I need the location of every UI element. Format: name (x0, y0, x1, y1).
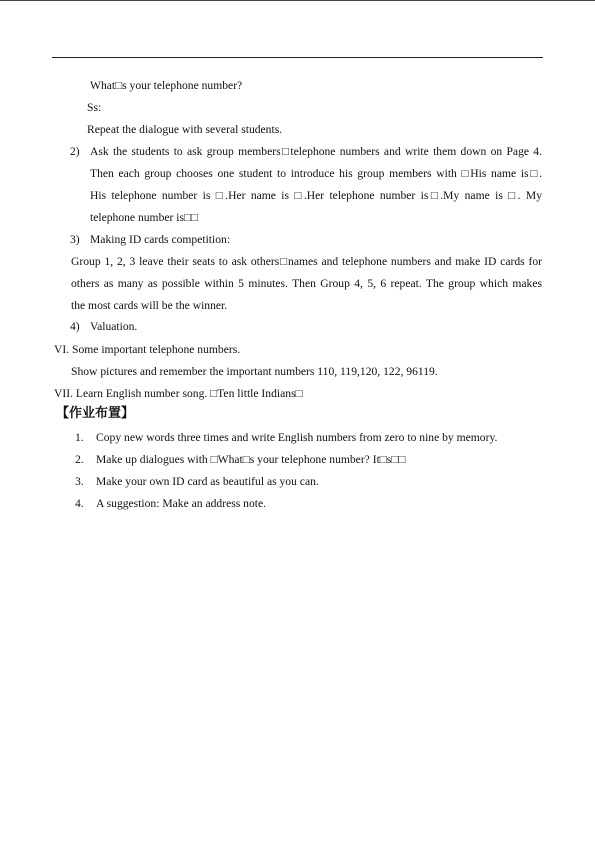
students-response-label: Ss: (87, 101, 102, 114)
homework-title: 【作业布置】 (56, 406, 135, 421)
homework-item-text: Make up dialogues with □What□s your telephone number? It□s□□ (96, 453, 406, 466)
step-3-heading: Making ID cards competition: (90, 233, 231, 246)
repeat-dialogue-text: Repeat the dialogue with several students. (87, 123, 283, 136)
step-3-paragraph-end: the most cards will be the winner. (71, 299, 228, 312)
step-2-text-cont: His telephone number is □.Her name is □.Her telephone number is□.My name is □. My (90, 189, 542, 202)
header-rule (52, 57, 543, 58)
section-vi-heading: VI. Some important telephone numbers. (54, 343, 241, 356)
step-2-text: Ask the students to ask group members□telephone numbers and write them down on Page 4. (90, 145, 542, 158)
homework-item-text: Make your own ID card as beautiful as you can. (96, 475, 319, 488)
homework-item-number: 1. (75, 431, 84, 444)
step-2-text-cont: Then each group chooses one student to introduce his group members with □His name is□. (90, 167, 542, 180)
section-vi-text: Show pictures and remember the important numbers 110, 119,120, 122, 96119. (71, 365, 438, 378)
step-2-text-end: telephone number is□□ (90, 211, 199, 224)
page-top-border (0, 0, 595, 1)
step-3-paragraph-cont: others as many as possible within 5 minutes. Then Group 4, 5, 6 repeat. The group which makes (71, 277, 542, 290)
homework-item-number: 4. (75, 497, 84, 510)
step-number-2: 2) (70, 145, 80, 158)
step-number-3: 3) (70, 233, 80, 246)
step-3-paragraph: Group 1, 2, 3 leave their seats to ask others□names and telephone numbers and make ID cards for (71, 255, 542, 268)
homework-item-number: 3. (75, 475, 84, 488)
homework-item-number: 2. (75, 453, 84, 466)
section-vii-heading: VII. Learn English number song. □Ten little Indians□ (54, 387, 303, 400)
homework-item-text: Copy new words three times and write English numbers from zero to nine by memory. (96, 431, 498, 444)
step-4-text: Valuation. (90, 320, 138, 333)
dialogue-question: What□s your telephone number? (90, 79, 243, 92)
step-number-4: 4) (70, 320, 80, 333)
homework-item-text: A suggestion: Make an address note. (96, 497, 267, 510)
